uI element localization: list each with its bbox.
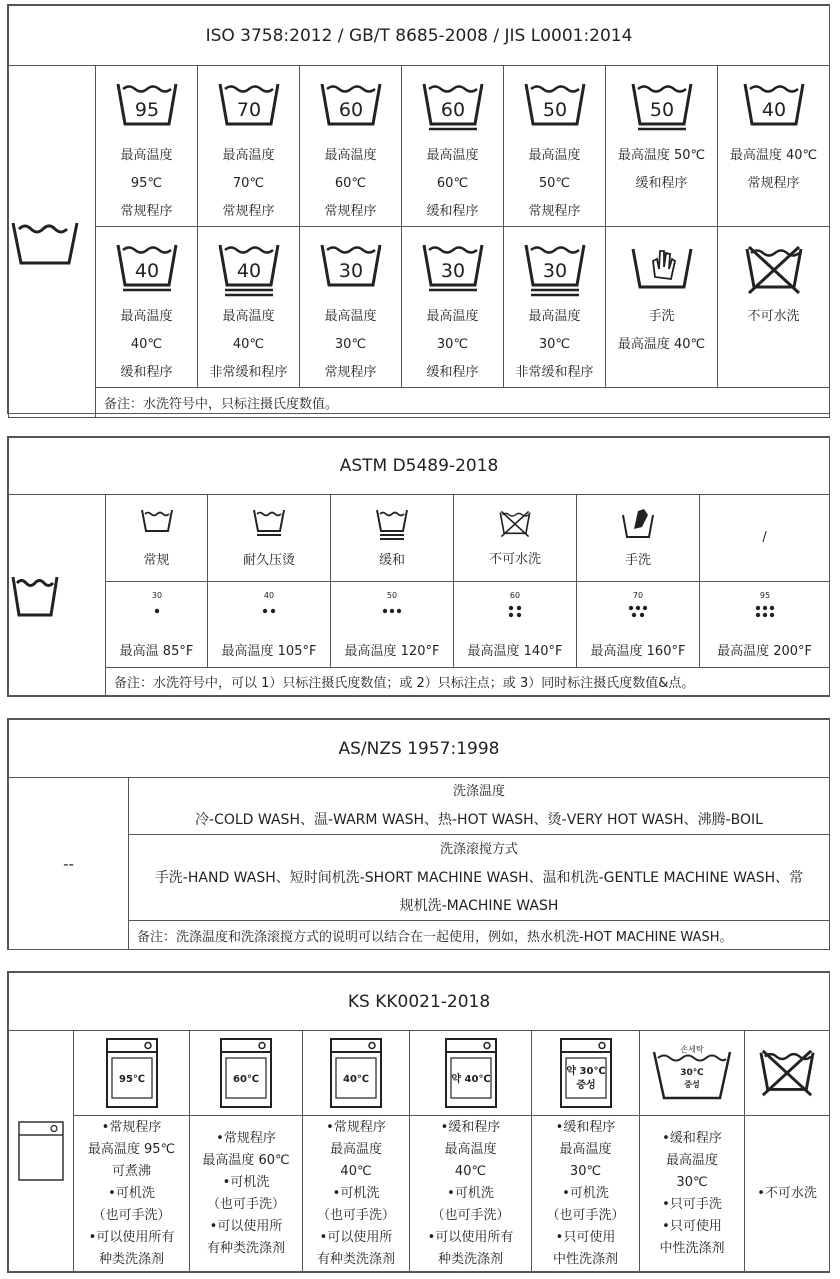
iso-cell-line: 最高温度 40℃ — [729, 148, 818, 163]
ks-description-line: 中性洗涤剂 — [552, 1251, 618, 1267]
iso-cell-line: 最高温度 — [426, 148, 479, 163]
temp-dot — [263, 609, 267, 613]
ks-description-line: •可机洗 — [222, 1174, 270, 1190]
ks-machine-symbol — [9, 1031, 74, 1272]
ks-description-line: 30℃ — [676, 1174, 708, 1190]
astm-symbol-label: / — [762, 530, 767, 546]
temperature-label: 50 — [542, 99, 567, 121]
temp-dot — [509, 606, 513, 610]
dot-temp-number: 30 — [151, 590, 162, 600]
ks-description-line: 有种类洗涤剂 — [316, 1251, 395, 1267]
iso-cell-line: 最高温度 40℃ — [617, 337, 706, 352]
ks-description-line: 40℃ — [340, 1163, 372, 1179]
asnzs-note: 备注：洗涤温度和洗涤滚搅方式的说明可以结合在一起使用，例如，热水机洗-HOT MACHINE WASH。 — [129, 921, 830, 950]
ks-description-line: •可机洗 — [108, 1185, 155, 1201]
wash-temperature-icon — [216, 80, 282, 138]
astm-symbol-label: 耐久压烫 — [242, 553, 295, 569]
astm-symbol-label: 手洗 — [624, 553, 651, 569]
ks-description-line: 中性洗涤剂 — [659, 1240, 725, 1256]
iso-cell-line: 常规程序 — [528, 204, 581, 219]
iso-cell-line: 50℃ — [538, 176, 571, 191]
temp-dot — [629, 606, 633, 610]
ks-description-line: •只可使用 — [555, 1229, 616, 1245]
iso-table — [7, 4, 830, 414]
temp-dot — [383, 609, 387, 613]
ks-description-line: 有种类洗涤剂 — [206, 1240, 285, 1256]
washing-machine-temp-icon — [558, 1036, 614, 1110]
astm-symbol-label: 缓和 — [378, 553, 405, 569]
ks-description-cell — [640, 1116, 745, 1272]
ks-description-line: •可机洗 — [447, 1185, 494, 1201]
iso-cell-line: 40℃ — [232, 337, 265, 352]
iso-cell-text — [120, 142, 172, 226]
ks-description-line: •常规程序 — [216, 1130, 276, 1146]
ks-description-line: •可以使用所有 — [427, 1229, 514, 1245]
ks-description-line: •只可使用 — [662, 1218, 722, 1234]
ks-description-line: 最高温度 — [559, 1141, 612, 1157]
temp-dot — [271, 609, 275, 613]
temp-dot — [762, 613, 766, 617]
ks-description-line: 可煮沸 — [111, 1163, 151, 1179]
iso-cell-line: 60℃ — [334, 176, 367, 191]
iso-cell-text — [748, 303, 800, 331]
machine-temp-text: 95℃ — [118, 1074, 145, 1086]
temperature-values: 冷-COLD WASH、温-WARM WASH、热-HOT WASH、烫-VERY HOT WASH、沸腾-BOIL — [195, 812, 763, 828]
agitation-values-line1: 手洗-HAND WASH、短时间机洗-SHORT MACHINE WASH、温和机洗-GENTLE MACHINE WASH、常 — [154, 869, 804, 886]
washing-machine-temp-icon — [218, 1036, 274, 1110]
washing-machine-temp-icon — [104, 1036, 160, 1110]
astm-temp-label: 最高温 85°F — [119, 643, 194, 659]
dots-temperature-icon — [500, 590, 530, 624]
ks-description-line: 种类洗涤剂 — [437, 1251, 503, 1267]
astm-temp-label: 最高温度 160°F — [590, 643, 686, 659]
asnzs-table — [7, 718, 830, 950]
ks-description-line: 最高温度 — [665, 1152, 718, 1168]
basin-temp-text: 30℃ — [680, 1068, 704, 1079]
wash-tub-icon — [374, 507, 410, 541]
machine-temp-text: 60℃ — [232, 1074, 260, 1086]
temp-dot — [643, 606, 647, 610]
iso-cell-line: 手洗 — [648, 309, 675, 324]
washing-machine-temp-icon — [328, 1036, 384, 1110]
agitation-heading: 洗涤滚搅方式 — [439, 841, 518, 857]
iso-cell-line: 最高温度 — [120, 309, 173, 324]
ks-symbol-cell — [74, 1031, 190, 1116]
iso-cell-text — [120, 303, 172, 387]
machine-temp-text: 40℃ — [342, 1074, 370, 1086]
iso-cell-text — [515, 303, 593, 387]
iso-cell-line: 最高温度 — [120, 148, 173, 163]
wash-temperature-icon — [522, 80, 588, 138]
astm-table — [7, 436, 830, 697]
ks-table — [7, 971, 830, 1273]
iso-cell-text — [324, 142, 376, 226]
hand-wash-icon — [620, 507, 656, 541]
asnzs-temperature — [129, 778, 830, 835]
ks-description-line: •缓和程序 — [440, 1119, 501, 1135]
iso-title: ISO 3758:2012 / GB/T 8685-2008 / JIS L0001:2014 — [9, 6, 830, 66]
asnzs-title: AS/NZS 1957:1998 — [9, 720, 830, 778]
iso-cell-line: 最高温度 — [528, 148, 581, 163]
machine-temp-text: 약 30℃ — [565, 1066, 606, 1078]
iso-cell — [96, 66, 198, 227]
astm-temp-cell — [208, 581, 331, 667]
ks-description-line: •缓和程序 — [662, 1130, 722, 1146]
ks-description-line: 最高温度 — [444, 1141, 497, 1157]
machine-temp-text: 약 40℃ — [450, 1074, 491, 1086]
basin-hand-wash-text: 손세탁 — [680, 1045, 704, 1055]
ks-description-line: 最高温度 95℃ — [87, 1141, 176, 1157]
do-not-wash-icon — [497, 508, 533, 540]
astm-symbol-cell — [700, 495, 830, 581]
dots-temperature-icon — [623, 590, 653, 624]
wash-temperature-icon — [114, 241, 180, 299]
astm-temp-cell — [577, 581, 700, 667]
wash-temperature-icon — [318, 80, 384, 138]
iso-cell-line: 非常缓和程序 — [515, 365, 594, 380]
temperature-label: 30 — [542, 260, 567, 282]
ks-description-line: （也可手洗） — [546, 1207, 625, 1223]
asnzs-agitation — [129, 835, 830, 921]
dots-temperature-icon — [377, 590, 407, 624]
temp-dot — [397, 609, 401, 613]
temp-dot — [517, 613, 521, 617]
astm-temp-label: 最高温度 140°F — [467, 643, 563, 659]
ks-description-cell — [190, 1116, 303, 1272]
ks-description-cell — [410, 1116, 532, 1272]
iso-cell-text — [730, 142, 817, 198]
ks-description-line: •缓和程序 — [555, 1119, 616, 1135]
temp-dot — [755, 613, 759, 617]
ks-description-line: 40℃ — [454, 1163, 487, 1179]
astm-symbol-cell — [208, 495, 331, 581]
temp-dot — [632, 613, 636, 617]
iso-cell-line: 常规程序 — [120, 204, 173, 219]
ks-symbol-cell — [303, 1031, 410, 1116]
iso-cell-line: 常规程序 — [324, 365, 377, 380]
astm-temp-cell — [331, 581, 454, 667]
iso-cell-line: 常规程序 — [747, 176, 800, 191]
temperature-label: 50 — [649, 99, 674, 121]
temp-dot — [755, 606, 759, 610]
basin-detergent-text: 중성 — [684, 1080, 700, 1090]
ks-description-line: •可以使用所 — [209, 1218, 283, 1234]
ks-description-text — [410, 1117, 531, 1271]
astm-symbol-cell — [454, 495, 577, 581]
astm-temp-cell — [106, 581, 208, 667]
dots-temperature-icon — [142, 590, 172, 624]
astm-temp-label: 最高温度 120°F — [344, 643, 440, 659]
iso-cell-line: 70℃ — [232, 176, 265, 191]
ks-description-text — [640, 1128, 744, 1260]
iso-cell-line: 常规程序 — [222, 204, 275, 219]
iso-cell-line: 95℃ — [130, 176, 163, 191]
ks-description-text — [745, 1183, 829, 1205]
ks-description-text — [74, 1117, 189, 1271]
wash-temperature-icon — [741, 80, 807, 138]
iso-cell-text — [222, 142, 274, 226]
ks-description-line: （也可手洗） — [316, 1207, 395, 1223]
ks-description-cell — [532, 1116, 640, 1272]
astm-symbol-cell — [577, 495, 700, 581]
astm-temp-label: 最高温度 105°F — [221, 643, 317, 659]
temperature-label: 30 — [338, 260, 363, 282]
ks-description-line: 30℃ — [569, 1163, 602, 1179]
iso-cell — [606, 66, 718, 227]
ks-description-line: 种类洗涤剂 — [98, 1251, 164, 1267]
iso-cell-line: 最高温度 — [324, 309, 377, 324]
ks-symbol-cell — [532, 1031, 640, 1116]
iso-wash-symbol — [9, 66, 96, 418]
iso-cell-line: 最高温度 — [222, 148, 275, 163]
temp-dot — [636, 606, 640, 610]
dot-temp-number: 40 — [263, 590, 275, 600]
iso-cell-line: 60℃ — [436, 176, 469, 191]
iso-cell-line: 30℃ — [538, 337, 571, 352]
ks-description-line: •可以使用所有 — [88, 1229, 175, 1245]
iso-cell-text — [209, 303, 287, 387]
wash-temperature-icon — [216, 241, 282, 299]
wash-temperature-icon — [522, 241, 588, 299]
temp-dot — [154, 609, 158, 613]
wash-temperature-icon — [629, 80, 695, 138]
iso-cell-line: 缓和程序 — [426, 204, 479, 219]
dot-temp-number: 60 — [509, 590, 521, 600]
iso-cell-line: 最高温度 — [528, 309, 581, 324]
washing-machine-icon — [16, 1119, 66, 1183]
temperature-label: 40 — [134, 260, 159, 282]
iso-cell-line: 缓和程序 — [120, 365, 173, 380]
iso-cell — [606, 227, 718, 388]
ks-description-line: •只可手洗 — [662, 1196, 722, 1212]
hand-wash-basin-icon — [650, 1042, 734, 1104]
wash-tub-icon — [139, 507, 175, 541]
dots-temperature-icon — [750, 590, 780, 624]
iso-cell — [300, 66, 402, 227]
iso-cell — [504, 227, 606, 388]
temperature-label: 60 — [440, 99, 465, 121]
iso-cell-line: 最高温度 — [324, 148, 377, 163]
hand-wash-icon — [629, 241, 695, 299]
wash-tub-icon — [9, 217, 81, 267]
temp-dot — [640, 613, 644, 617]
iso-cell-line: 非常缓和程序 — [209, 365, 288, 380]
temp-dot — [517, 606, 521, 610]
astm-title: ASTM D5489-2018 — [9, 438, 830, 495]
ks-description-line: 最高温度 — [329, 1141, 382, 1157]
dot-temp-number: 95 — [759, 590, 770, 600]
ks-symbol-cell — [745, 1031, 830, 1116]
dot-temp-number: 50 — [386, 590, 398, 600]
iso-cell — [198, 66, 300, 227]
iso-cell — [402, 227, 504, 388]
temperature-label: 30 — [440, 260, 465, 282]
iso-cell-line: 最高温度 50℃ — [617, 148, 706, 163]
asnzs-symbol: -- — [9, 778, 129, 950]
ks-description-line: （也可手洗） — [431, 1207, 510, 1223]
wash-temperature-icon — [318, 241, 384, 299]
iso-cell-text — [618, 303, 705, 359]
temp-dot — [762, 606, 766, 610]
iso-cell-text — [528, 142, 580, 226]
ks-description-line: （也可手洗） — [92, 1207, 171, 1223]
iso-cell-line: 30℃ — [436, 337, 469, 352]
iso-cell-line: 不可水洗 — [747, 309, 800, 324]
temp-dot — [769, 606, 773, 610]
wash-tub-icon — [251, 507, 287, 541]
iso-cell-text — [324, 303, 376, 387]
do-not-wash-icon — [741, 241, 807, 299]
astm-temp-label: 最高温度 200°F — [717, 643, 812, 659]
ks-description-cell — [74, 1116, 190, 1272]
astm-temp-cell — [700, 581, 830, 667]
iso-cell-line: 缓和程序 — [635, 176, 688, 191]
iso-cell-text — [426, 142, 478, 226]
astm-temp-cell — [454, 581, 577, 667]
ks-description-line: •常规程序 — [326, 1119, 386, 1135]
machine-detergent-text: 중성 — [575, 1080, 596, 1092]
temperature-label: 40 — [761, 99, 786, 121]
temp-dot — [769, 613, 773, 617]
wash-temperature-icon — [420, 241, 486, 299]
temp-dot — [390, 609, 394, 613]
astm-symbol-cell — [331, 495, 454, 581]
ks-description-line: 最高温度 60℃ — [202, 1152, 290, 1168]
temperature-label: 40 — [236, 260, 261, 282]
iso-cell-text — [426, 303, 478, 387]
washing-machine-temp-icon — [443, 1036, 499, 1110]
ks-symbol-cell — [410, 1031, 532, 1116]
ks-description-line: •可以使用所 — [319, 1229, 393, 1245]
wash-temperature-icon — [420, 80, 486, 138]
temperature-label: 95 — [134, 99, 159, 121]
dots-temperature-icon — [254, 590, 284, 624]
iso-cell-line: 30℃ — [334, 337, 367, 352]
iso-cell — [198, 227, 300, 388]
ks-symbol-cell — [640, 1031, 745, 1116]
astm-wash-symbol — [9, 495, 106, 696]
ks-description-line: （也可手洗） — [206, 1196, 285, 1212]
ks-description-cell — [303, 1116, 410, 1272]
iso-cell — [718, 66, 830, 227]
ks-description-text — [303, 1117, 409, 1271]
iso-cell — [504, 66, 606, 227]
iso-cell-line: 40℃ — [130, 337, 163, 352]
dot-temp-number: 70 — [632, 590, 644, 600]
iso-cell-text — [618, 142, 705, 198]
iso-cell-line: 缓和程序 — [426, 365, 479, 380]
ks-title: KS KK0021-2018 — [9, 973, 830, 1031]
ks-description-text — [532, 1117, 639, 1271]
astm-symbol-cell — [106, 495, 208, 581]
temperature-heading: 洗涤温度 — [452, 784, 505, 799]
temperature-label: 60 — [338, 99, 363, 121]
iso-cell — [718, 227, 830, 388]
iso-cell-line: 常规程序 — [324, 204, 377, 219]
astm-symbol-label: 常规 — [143, 553, 170, 569]
astm-symbol-label: 不可水洗 — [488, 552, 541, 568]
iso-cell — [300, 227, 402, 388]
ks-symbol-cell — [190, 1031, 303, 1116]
agitation-values-line2: 规机洗-MACHINE WASH — [399, 897, 559, 914]
iso-cell — [96, 227, 198, 388]
astm-note: 备注：水洗符号中，可以 1）只标注摄氏度数值；或 2）只标注点；或 3）同时标注摄氏度数值&点。 — [106, 667, 830, 695]
iso-cell — [402, 66, 504, 227]
ks-description-line: •可机洗 — [562, 1185, 609, 1201]
ks-description-line: •可机洗 — [332, 1185, 380, 1201]
ks-description-line: •不可水洗 — [757, 1185, 817, 1201]
ks-description-cell — [745, 1116, 830, 1272]
temp-dot — [509, 613, 513, 617]
wash-tub-icon — [9, 571, 61, 619]
wash-temperature-icon — [114, 80, 180, 138]
ks-description-line: •常规程序 — [101, 1119, 162, 1135]
iso-cell-line: 最高温度 — [222, 309, 275, 324]
ks-description-text — [190, 1128, 302, 1260]
iso-note: 备注：水洗符号中，只标注摄氏度数值。 — [96, 388, 830, 418]
do-not-wash-icon — [755, 1045, 819, 1101]
temperature-label: 70 — [236, 99, 261, 121]
iso-cell-line: 最高温度 — [426, 309, 479, 324]
